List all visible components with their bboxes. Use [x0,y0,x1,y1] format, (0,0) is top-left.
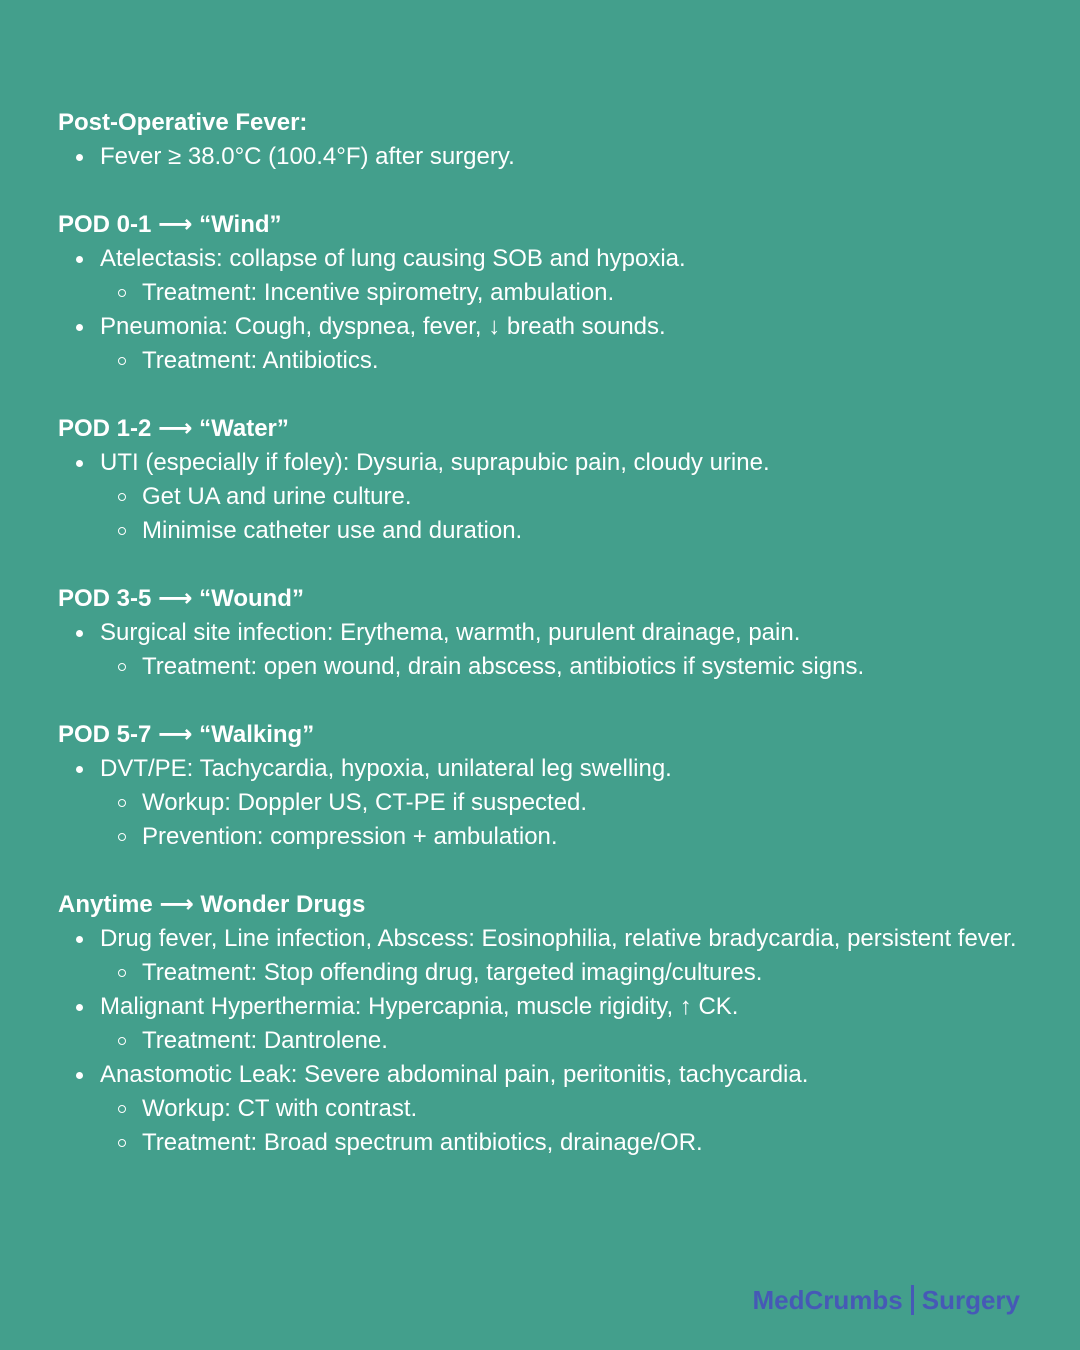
sub-list-item [58,1126,1038,1160]
list-item [58,310,1038,344]
sub-list-item-text: Treatment: Dantrolene. [142,1027,388,1054]
bullet-disc-icon [76,154,83,161]
section-pod-5-7-walking [58,718,1038,854]
bullet-circle-icon [118,969,126,977]
sub-list-item-text: Treatment: Incentive spirometry, ambulation. [142,279,615,306]
list-item-text: Atelectasis: collapse of lung causing SOB and hypoxia. [100,245,686,272]
list-item [58,922,1038,956]
sub-list-item [58,276,1038,310]
sub-list-item [58,956,1038,990]
section-heading: Anytime ⟶ Wonder Drugs [58,891,366,918]
sub-list-item-text: Treatment: Stop offending drug, targeted imaging/cultures. [142,959,763,986]
section-heading: POD 3-5 ⟶ “Wound” [58,585,304,612]
list-item-text: Anastomotic Leak: Severe abdominal pain, peritonitis, tachycardia. [100,1061,809,1088]
bullet-circle-icon [118,1105,126,1113]
brand-footer [752,1283,1020,1317]
bullet-circle-icon [118,493,126,501]
sub-list-item [58,1092,1038,1126]
sub-list-item-text: Minimise catheter use and duration. [142,517,523,544]
bullet-circle-icon [118,663,126,671]
bullet-disc-icon [76,460,83,467]
list-item-text: Pneumonia: Cough, dyspnea, fever, ↓ breath sounds. [100,313,666,340]
list-item [58,1058,1038,1092]
list-item [58,140,1038,174]
bullet-disc-icon [76,256,83,263]
bullet-disc-icon [76,630,83,637]
sub-list-item [58,1024,1038,1058]
bullet-circle-icon [118,289,126,297]
bullet-circle-icon [118,1037,126,1045]
list-item [58,616,1038,650]
list-item-text: Fever ≥ 38.0°C (100.4°F) after surgery. [100,143,515,170]
bullet-circle-icon [118,799,126,807]
list-item-text: Surgical site infection: Erythema, warmth, purulent drainage, pain. [100,619,801,646]
section-heading: Post-Operative Fever: [58,109,308,136]
bullet-circle-icon [118,357,126,365]
bullet-circle-icon [118,527,126,535]
bullet-disc-icon [76,1072,83,1079]
sub-list-item [58,786,1038,820]
sub-list-item-text: Workup: CT with contrast. [142,1095,418,1122]
bullet-disc-icon [76,766,83,773]
list-item [58,990,1038,1024]
brand-name: MedCrumbs [752,1285,903,1315]
list-item-text: Drug fever, Line infection, Abscess: Eosinophilia, relative bradycardia, persistent fever. [100,925,1017,952]
bullet-circle-icon [118,833,126,841]
section-pod-1-2-water [58,412,1038,548]
sub-list-item [58,344,1038,378]
sub-list-item-text: Get UA and urine culture. [142,483,412,510]
sub-list-item-text: Treatment: Antibiotics. [142,347,379,374]
brand-section: Surgery [921,1285,1020,1315]
sub-list-item-text: Workup: Doppler US, CT-PE if suspected. [142,789,588,816]
section-heading: POD 0-1 ⟶ “Wind” [58,211,282,238]
bullet-disc-icon [76,936,83,943]
brand-divider [911,1285,914,1315]
bullet-disc-icon [76,324,83,331]
section-post-operative-fever [58,106,1038,174]
section-pod-0-1-wind [58,208,1038,378]
sub-list-item [58,480,1038,514]
notes-content [58,106,1038,1194]
sub-list-item-text: Treatment: open wound, drain abscess, antibiotics if systemic signs. [142,653,865,680]
section-heading: POD 1-2 ⟶ “Water” [58,415,289,442]
bullet-disc-icon [76,1004,83,1011]
list-item-text: Malignant Hyperthermia: Hypercapnia, muscle rigidity, ↑ CK. [100,993,739,1020]
list-item [58,446,1038,480]
section-anytime-wonder-drugs [58,888,1038,1160]
sub-list-item [58,650,1038,684]
list-item [58,752,1038,786]
list-item-text: UTI (especially if foley): Dysuria, suprapubic pain, cloudy urine. [100,449,770,476]
list-item [58,242,1038,276]
sub-list-item-text: Treatment: Broad spectrum antibiotics, drainage/OR. [142,1129,703,1156]
section-pod-3-5-wound [58,582,1038,684]
sub-list-item [58,820,1038,854]
bullet-circle-icon [118,1139,126,1147]
section-heading: POD 5-7 ⟶ “Walking” [58,721,315,748]
list-item-text: DVT/PE: Tachycardia, hypoxia, unilateral leg swelling. [100,755,672,782]
sub-list-item [58,514,1038,548]
sub-list-item-text: Prevention: compression + ambulation. [142,823,558,850]
